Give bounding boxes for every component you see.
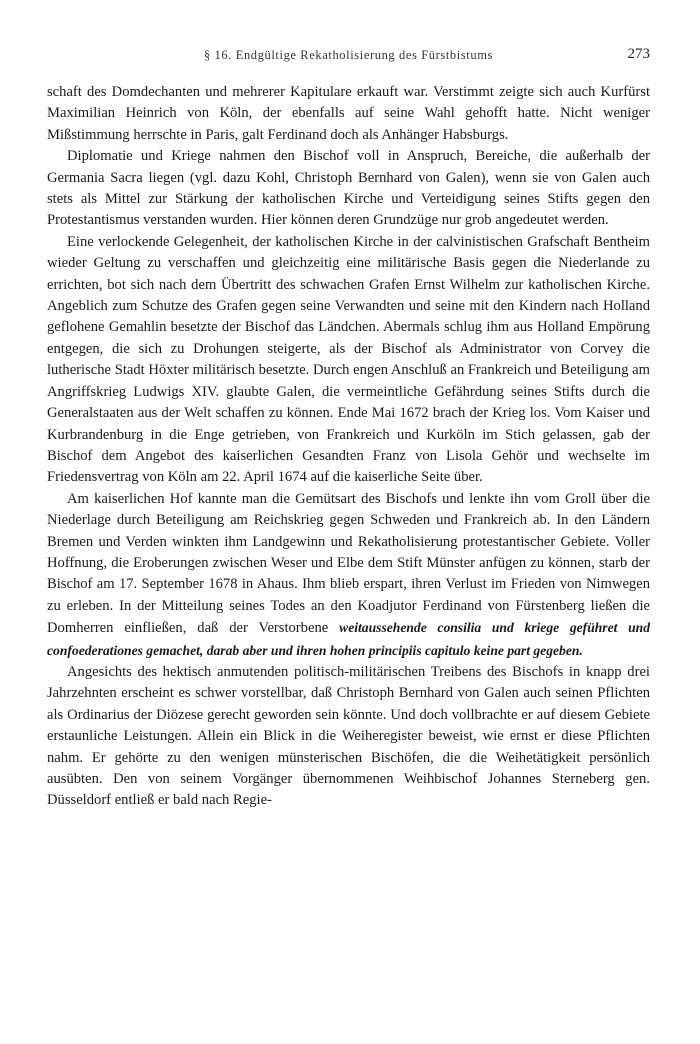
- paragraph-1: schaft des Domdechanten und mehrerer Kapitulare erkauft war. Verstimmt zeigte sich auch Kurfürst Maximilian Heinrich von Köln, der ebenfalls auf seine Wahl gehofft hatte. Nicht weniger Mißstimmung herrschte in Paris, galt Ferdinand doch als Anhänger Habsburgs.: [47, 84, 650, 143]
- paragraph-4-text: Am kaiserlichen Hof kannte man die Gemütsart des Bischofs und lenkte ihn vom Groll über die Niederlage durch Beteiligung am Reichskrieg gegen Schweden und Frankreich ab. In den Ländern Bremen und Verden winkten ihm Landgewinn und Rekatholisierung protestantischer Gebiete. Voller Hoffnung, die Eroberungen zwischen Weser und Elbe dem Stift Münster anfügen zu können, starb der Bischof am 17. September 1678 in Ahaus. Ihm blieb erspart, ihren Verlust im Frieden von Nimwegen zu erleben. In der Mitteilung seines Todes an den Koadjutor Ferdinand von Fürstenberg ließen die Domherren einfließen, daß der Verstorbene: [47, 490, 650, 637]
- paragraph-3: Eine verlockende Gelegenheit, der katholischen Kirche in der calvinistischen Grafschaft Bentheim wieder Geltung zu verschaffen und gleichzeitig eine militärische Basis gegen die Niederlande zu errichten, bot sich nach dem Übertritt des schwachen Grafen Ernst Wilhelm zur katholischen Kirche. Angeblich zum Schutze des Grafen gegen seine Verwandten und seine mit den Kindern nach Holland geflohene Gemahlin besetzte der Bischof das Ländchen. Abermals schlug ihm aus Holland Empörung entgegen, die sich zu Drohungen steigerte, als der Bischof als Administrator von Corvey die lutherische Stadt Höxter militärisch besetzte. Durch engen Anschluß an Frankreich und Beteiligung am Angriffskrieg Ludwigs XIV. glaubte Galen, die vermeintliche Gefährdung seines Stifts durch die Generalstaaten aus der Welt schaffen zu können. Ende Mai 1672 brach der Krieg los. Vom Kaiser und Kurbrandenburg in die Enge getrieben, von Frankreich und Kurköln im Stich gelassen, gab der Bischof dem Angebot des kaiserlichen Gesandten Franz von Lisola Gehör und wechselte im Friedensvertrag von Köln am 22. April 1674 auf die kaiserliche Seite über.: [47, 233, 650, 486]
- page-number: 273: [627, 46, 650, 62]
- paragraph-4: [47, 489, 650, 662]
- running-head: [47, 46, 650, 72]
- paragraph-2: Diplomatie und Kriege nahmen den Bischof voll in Anspruch, Bereiche, die außerhalb der Germania Sacra liegen (vgl. dazu Kohl, Christoph Bernhard von Galen), wenn sie von Galen auch stets als Mittel zur Stärkung der katholischen Kirche und Verteidigung seines Stifts gegen den Protestantismus verstanden wurden. Hier können deren Grundzüge nur grob angedeutet werden.: [47, 148, 650, 229]
- book-page: [47, 46, 650, 812]
- paragraph-5: Angesichts des hektisch anmutenden politisch-militärischen Treibens des Bischofs in knapp drei Jahrzehnten erscheint es schwer vorstellbar, daß Christoph Bernhard von Galen auch seinen Pflichten als Ordinarius der Diözese gerecht geworden sein könnte. Und doch vollbrachte er auf diesem Gebiete erstaunliche Leistungen. Allein ein Blick in die Weiheregister beweist, wie ernst er diese Pflichten nahm. Er gehörte zu den wenigen münsterischen Bischöfen, die die Weihetätigkeit persönlich ausübten. Den von seinem Vorgänger übernommenen Weihbischof Johannes Sterneberg gen. Düsseldorf entließ er bald nach Regie-: [47, 663, 650, 809]
- quoted-passage: weitaussehende consilia und kriege geführet und confoederationes gemachet, darab aber und ihren hohen principiis capitulo keine part gegeben.: [47, 620, 650, 658]
- body-text: [47, 82, 650, 812]
- running-title: § 16. Endgültige Rekatholisierung des Fürstbistums: [203, 48, 493, 62]
